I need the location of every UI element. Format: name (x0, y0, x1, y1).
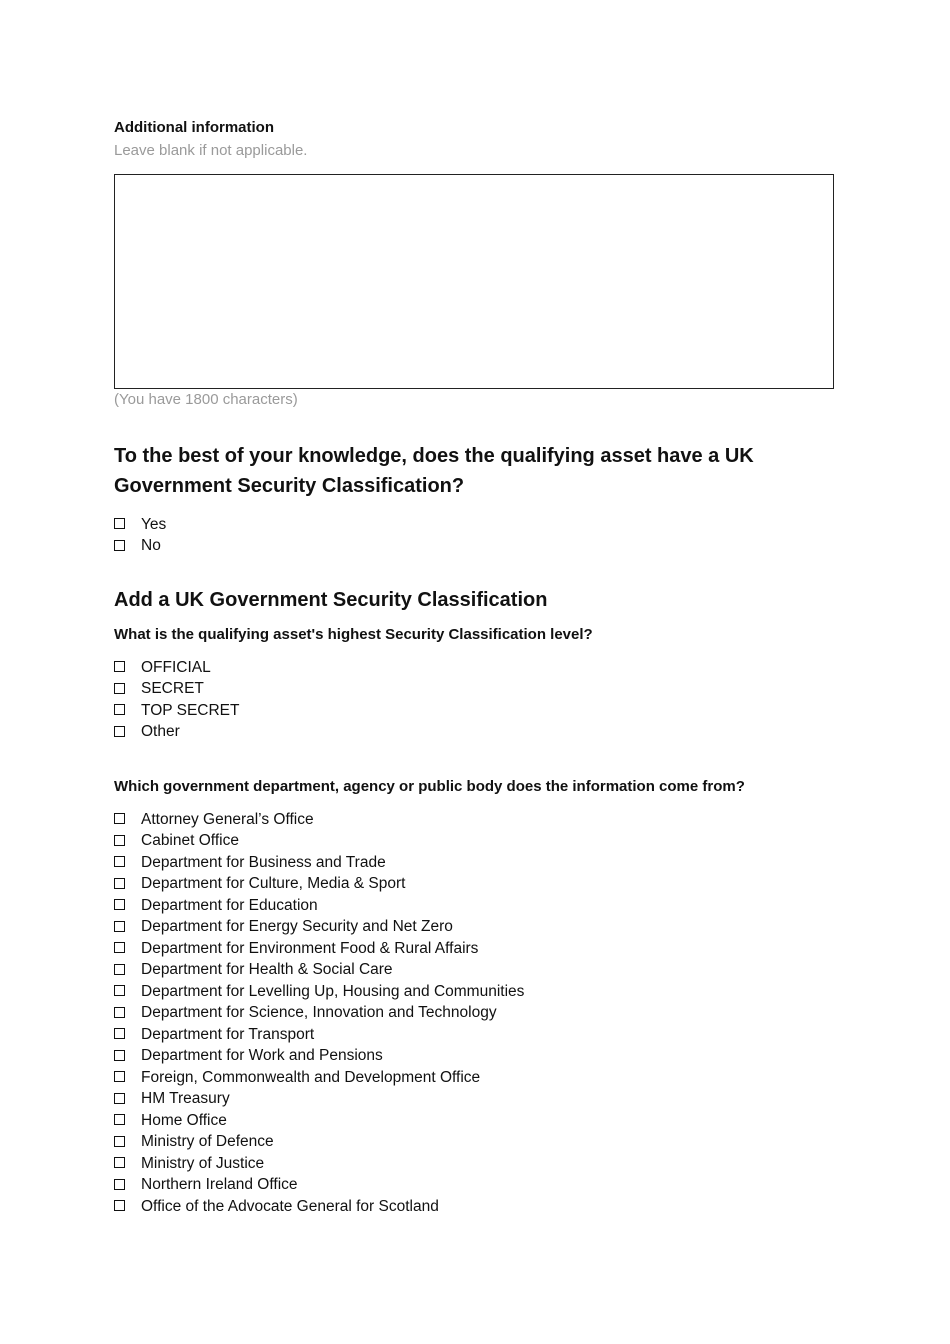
level-option-label: Other (141, 723, 180, 741)
department-options (114, 809, 836, 1218)
department-option[interactable] (114, 960, 836, 982)
checkbox[interactable] (114, 1179, 125, 1190)
department-option[interactable] (114, 1153, 836, 1175)
checkbox[interactable] (114, 704, 125, 715)
checkbox[interactable] (114, 1007, 125, 1018)
department-option[interactable] (114, 1046, 836, 1068)
department-option[interactable] (114, 917, 836, 939)
checkbox[interactable] (114, 856, 125, 867)
department-option[interactable] (114, 1067, 836, 1089)
checkbox[interactable] (114, 813, 125, 824)
level-question: What is the qualifying asset's highest Security Classification level? (114, 626, 593, 643)
level-options (114, 657, 836, 743)
department-option-label: Cabinet Office (141, 832, 239, 850)
department-option-label: Home Office (141, 1111, 227, 1129)
checkbox[interactable] (114, 683, 125, 694)
department-option-label: Department for Transport (141, 1025, 315, 1043)
level-option-label: TOP SECRET (141, 701, 240, 719)
level-option[interactable] (114, 657, 836, 679)
classification-yes-no-options (114, 514, 836, 557)
department-option-label: Department for Energy Security and Net Zero (141, 918, 453, 936)
department-option[interactable] (114, 1110, 836, 1132)
checkbox[interactable] (114, 1114, 125, 1125)
additional-info-hint: Leave blank if not applicable. (114, 142, 308, 159)
department-option-label: Office of the Advocate General for Scotland (141, 1197, 439, 1215)
checkbox[interactable] (114, 878, 125, 889)
department-option-label: Department for Environment Food & Rural Affairs (141, 939, 479, 957)
level-option[interactable] (114, 722, 836, 744)
checkbox[interactable] (114, 835, 125, 846)
department-option[interactable] (114, 831, 836, 853)
classification-question-heading: To the best of your knowledge, does the qualifying asset have a UK Government Security Classification? (114, 445, 754, 497)
department-option-label: Department for Levelling Up, Housing and Communities (141, 982, 525, 1000)
checkbox[interactable] (114, 1136, 125, 1147)
classification-option[interactable] (114, 514, 836, 536)
department-option[interactable] (114, 1024, 836, 1046)
department-option[interactable] (114, 1089, 836, 1111)
classification-section-heading: Add a UK Government Security Classification (114, 589, 548, 611)
department-option-label: Department for Education (141, 896, 318, 914)
department-option-label: Northern Ireland Office (141, 1176, 298, 1194)
department-option[interactable] (114, 1175, 836, 1197)
department-option-label: Department for Health & Social Care (141, 961, 393, 979)
checkbox[interactable] (114, 1050, 125, 1061)
department-option-label: Department for Culture, Media & Sport (141, 875, 406, 893)
character-count: (You have 1800 characters) (114, 391, 298, 408)
classification-option-label: No (141, 537, 161, 555)
checkbox[interactable] (114, 1157, 125, 1168)
checkbox[interactable] (114, 1028, 125, 1039)
additional-info-textarea[interactable] (114, 174, 834, 389)
checkbox[interactable] (114, 518, 125, 529)
classification-option-label: Yes (141, 515, 167, 533)
department-question: Which government department, agency or public body does the information come from? (114, 778, 745, 795)
form-page (114, 118, 836, 1218)
checkbox[interactable] (114, 964, 125, 975)
department-option-label: Department for Business and Trade (141, 853, 386, 871)
department-option[interactable] (114, 981, 836, 1003)
level-option[interactable] (114, 700, 836, 722)
level-option-label: OFFICIAL (141, 658, 211, 676)
checkbox[interactable] (114, 726, 125, 737)
checkbox[interactable] (114, 1071, 125, 1082)
department-option[interactable] (114, 1196, 836, 1218)
department-option[interactable] (114, 852, 836, 874)
checkbox[interactable] (114, 921, 125, 932)
department-option[interactable] (114, 1003, 836, 1025)
checkbox[interactable] (114, 985, 125, 996)
department-option-label: Department for Science, Innovation and Technology (141, 1004, 497, 1022)
level-option-label: SECRET (141, 680, 204, 698)
checkbox[interactable] (114, 1093, 125, 1104)
department-option-label: Attorney General’s Office (141, 810, 314, 828)
department-option[interactable] (114, 895, 836, 917)
department-option-label: Ministry of Defence (141, 1133, 274, 1151)
department-option-label: Ministry of Justice (141, 1154, 265, 1172)
checkbox[interactable] (114, 942, 125, 953)
classification-option[interactable] (114, 536, 836, 558)
level-option[interactable] (114, 679, 836, 701)
department-option[interactable] (114, 874, 836, 896)
department-option-label: HM Treasury (141, 1090, 230, 1108)
department-option-label: Foreign, Commonwealth and Development Office (141, 1068, 481, 1086)
department-option[interactable] (114, 809, 836, 831)
checkbox[interactable] (114, 899, 125, 910)
additional-info-label: Additional information (114, 119, 274, 136)
checkbox[interactable] (114, 540, 125, 551)
department-option[interactable] (114, 938, 836, 960)
checkbox[interactable] (114, 661, 125, 672)
checkbox[interactable] (114, 1200, 125, 1211)
department-option[interactable] (114, 1132, 836, 1154)
department-option-label: Department for Work and Pensions (141, 1047, 383, 1065)
